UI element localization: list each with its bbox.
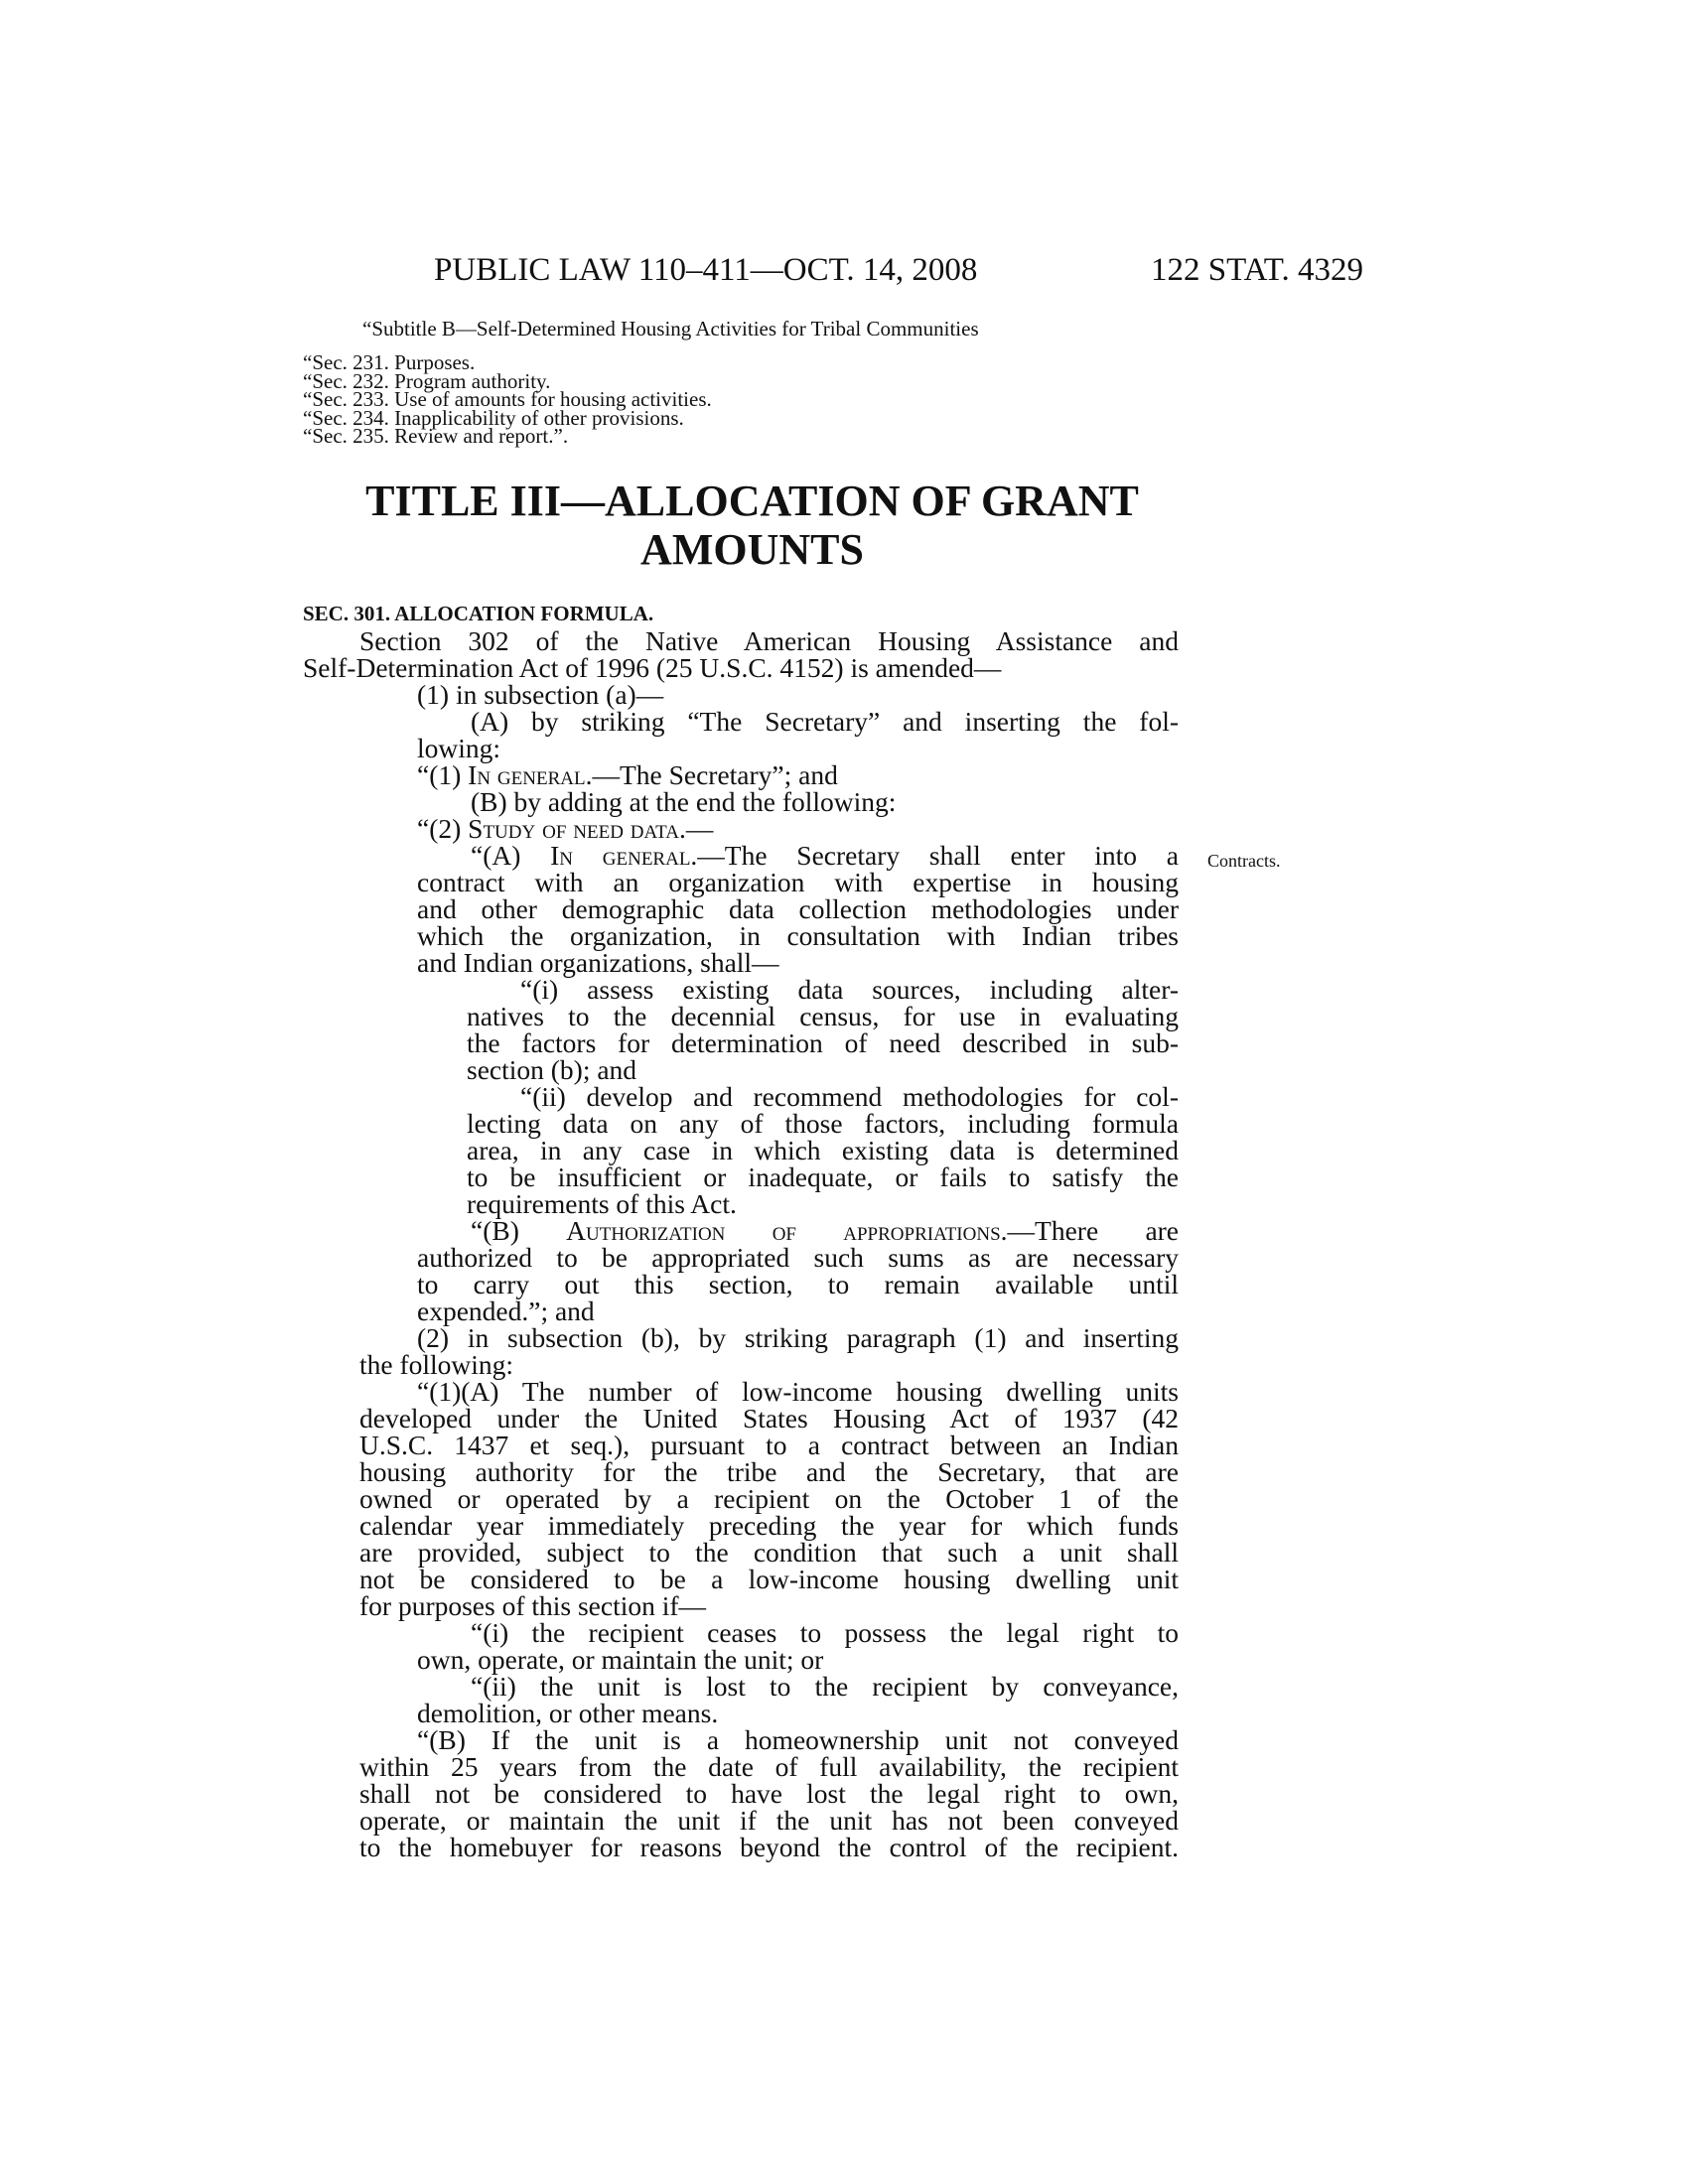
text-line: area, in any case in which existing data is determined — [467, 1135, 1179, 1165]
toc-item: “Sec. 232. Program authority. — [303, 368, 551, 393]
text-line: to the homebuyer for reasons beyond the control of the recipient. — [359, 1832, 1179, 1862]
toc-item: “Sec. 231. Purposes. — [303, 350, 476, 374]
text-line: “(B) If the unit is a homeownership unit not conveyed — [417, 1724, 1179, 1755]
text-line: the following: — [359, 1349, 514, 1380]
toc-item: “Sec. 234. Inapplicability of other provisions. — [303, 405, 684, 430]
text-line: to be insufficient or inadequate, or fails to satisfy the — [467, 1161, 1179, 1192]
toc-item: “Sec. 235. Review and report.”. — [303, 424, 569, 448]
text-line: authorized to be appropriated such sums as are necessary — [417, 1242, 1179, 1273]
running-header-right: 122 STAT. 4329 — [1151, 252, 1364, 288]
running-header-left: PUBLIC LAW 110–411—OCT. 14, 2008 — [434, 252, 978, 288]
text-line — [471, 842, 1179, 869]
text-line: and Indian organizations, shall— — [417, 947, 779, 978]
text-segment: “(B) — [471, 1215, 567, 1246]
text-line: and other demographic data collection methodologies under — [417, 893, 1179, 924]
section-heading: SEC. 301. ALLOCATION FORMULA. — [303, 602, 654, 625]
text-segment: .— — [678, 813, 714, 844]
text-line: which the organization, in consultation with Indian tribes — [417, 920, 1179, 951]
text-line: “(i) assess existing data sources, including alter- — [520, 974, 1179, 1005]
text-segment: Authorization of appropriations — [566, 1215, 1001, 1246]
text-line: (B) by adding at the end the following: — [471, 786, 897, 817]
text-line: expended.”; and — [417, 1296, 595, 1326]
text-line: “(ii) develop and recommend methodologies for col- — [520, 1081, 1179, 1112]
text-line: developed under the United States Housing Act of 1937 (42 — [359, 1403, 1179, 1433]
title-line-1: TITLE III—ALLOCATION OF GRANT — [365, 477, 1139, 525]
text-segment: In general — [468, 759, 586, 790]
text-line — [471, 1217, 1179, 1244]
text-segment: “(A) — [471, 840, 551, 871]
text-line: owned or operated by a recipient on the October 1 of the — [359, 1483, 1179, 1514]
margin-note: Contracts. — [1207, 851, 1281, 871]
text-line: requirements of this Act. — [467, 1188, 737, 1219]
text-line: (A) by striking “The Secretary” and inserting the fol- — [471, 706, 1179, 737]
text-line: not be considered to be a low-income housing dwelling unit — [359, 1564, 1179, 1594]
title-line-2: AMOUNTS — [640, 525, 864, 574]
text-line: U.S.C. 1437 et seq.), pursuant to a contract between an Indian — [359, 1430, 1179, 1460]
text-line: “(i) the recipient ceases to possess the legal right to — [471, 1617, 1179, 1648]
text-segment: .—The Secretary shall enter into a — [690, 840, 1179, 871]
text-line: for purposes of this section if— — [359, 1590, 707, 1621]
text-segment: “(2) — [417, 813, 469, 844]
text-line: (1) in subsection (a)— — [417, 679, 664, 710]
text-line: (2) in subsection (b), by striking paragraph (1) and inserting — [417, 1322, 1179, 1353]
text-line: shall not be considered to have lost the legal right to own, — [359, 1778, 1179, 1809]
text-segment: .—The Secretary”; and — [585, 759, 838, 790]
text-segment: Study of need data — [468, 813, 679, 844]
text-line: housing authority for the tribe and the Secretary, that are — [359, 1456, 1179, 1487]
text-line: to carry out this section, to remain available until — [417, 1269, 1179, 1299]
text-line: lecting data on any of those factors, including formula — [467, 1108, 1179, 1139]
text-line — [417, 815, 713, 842]
text-line: contract with an organization with expertise in housing — [417, 867, 1179, 897]
toc-subtitle: “Subtitle B—Self-Determined Housing Activities for Tribal Communities — [362, 317, 979, 341]
text-line: Section 302 of the Native American Housing Assistance and — [359, 625, 1179, 656]
text-line: section (b); and — [467, 1054, 637, 1085]
text-segment: “(1) — [417, 759, 469, 790]
text-line: the factors for determination of need described in sub- — [467, 1027, 1179, 1058]
text-line: lowing: — [417, 733, 501, 763]
text-segment: In general — [550, 840, 691, 871]
text-line: calendar year immediately preceding the year for which funds — [359, 1510, 1179, 1541]
toc-item: “Sec. 233. Use of amounts for housing activities. — [303, 387, 712, 411]
text-segment: .—There are — [1000, 1215, 1180, 1246]
text-line: own, operate, or maintain the unit; or — [417, 1644, 824, 1675]
text-line: operate, or maintain the unit if the unit has not been conveyed — [359, 1805, 1179, 1836]
text-line: demolition, or other means. — [417, 1698, 719, 1728]
text-line: Self-Determination Act of 1996 (25 U.S.C. 4152) is amended— — [303, 652, 1002, 683]
text-line: natives to the decennial census, for use in evaluating — [467, 1001, 1179, 1031]
text-line: are provided, subject to the condition that such a unit shall — [359, 1537, 1179, 1568]
text-line: “(ii) the unit is lost to the recipient by conveyance, — [471, 1671, 1179, 1702]
text-line: “(1)(A) The number of low-income housing dwelling units — [417, 1376, 1179, 1407]
text-line: within 25 years from the date of full availability, the recipient — [359, 1751, 1179, 1782]
title-heading — [0, 477, 1504, 574]
text-line — [417, 761, 838, 788]
